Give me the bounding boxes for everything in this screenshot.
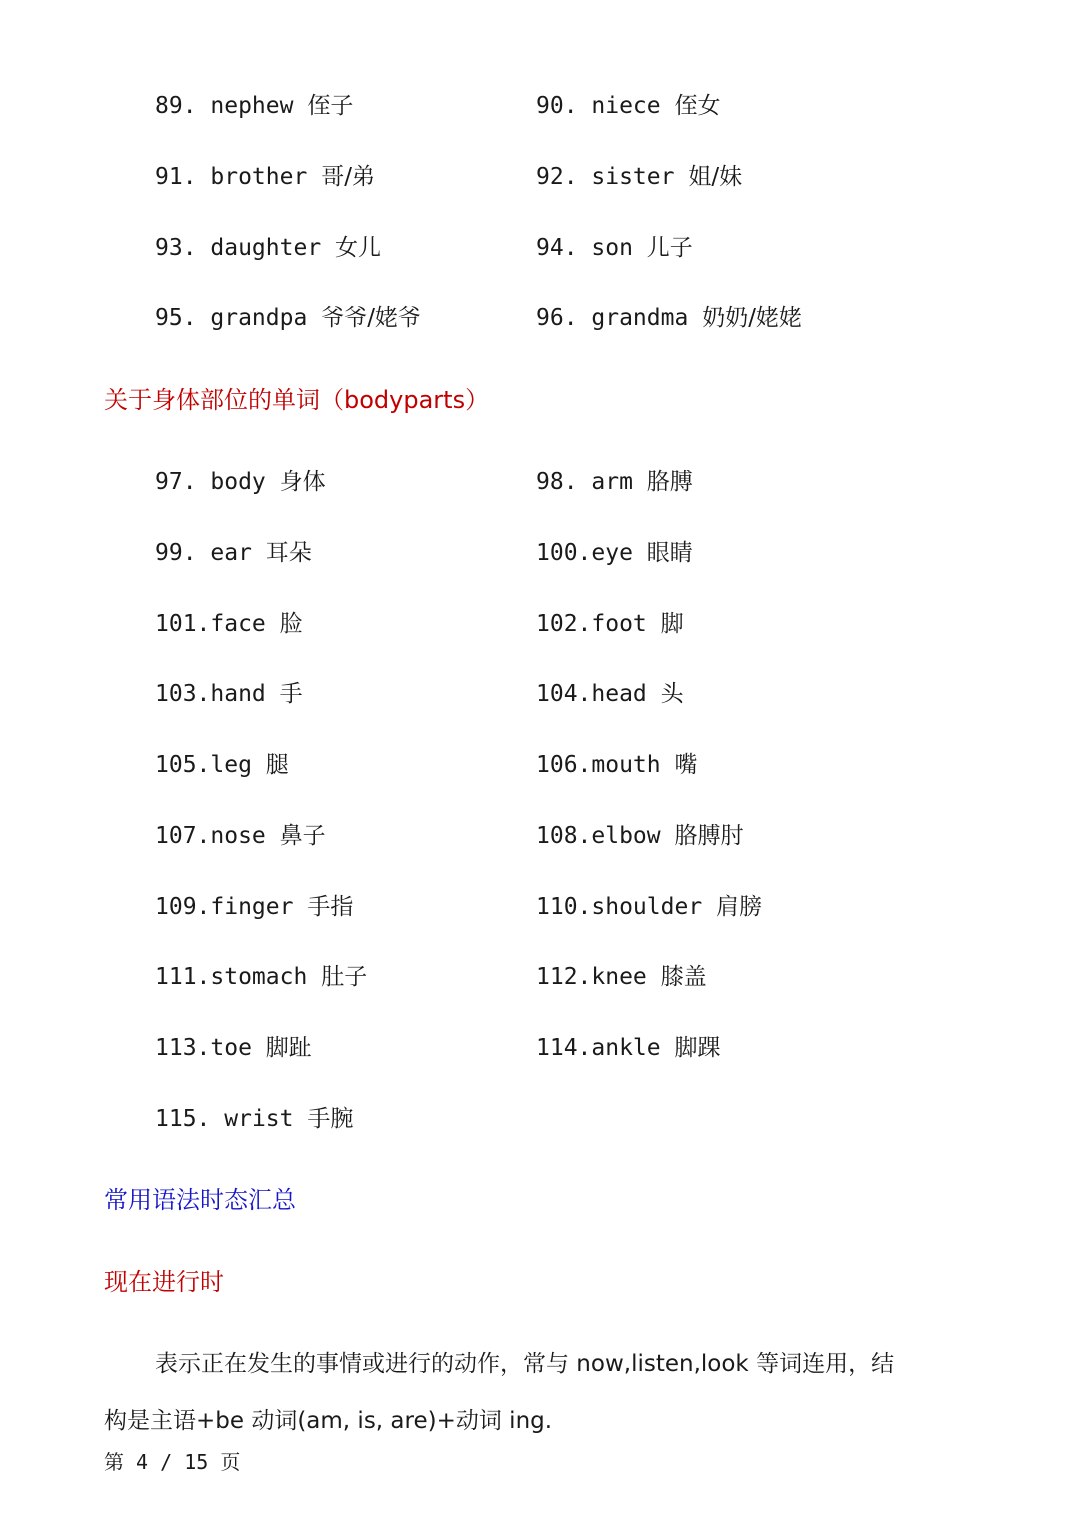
vocab-row (0, 887, 1080, 927)
item-number: 99. (155, 540, 211, 566)
chinese-meaning: 肩膀 (716, 894, 763, 920)
vocab-item (536, 887, 762, 927)
english-word: son (591, 235, 633, 261)
chinese-meaning: 肚子 (321, 964, 368, 990)
english-word: brother (210, 164, 308, 190)
english-word: elbow (591, 823, 661, 849)
item-number: 110. (536, 894, 592, 920)
vocab-item (155, 604, 303, 644)
section-heading-body-parts: 关于身体部位的单词（bodyparts） (104, 386, 490, 414)
item-number: 106. (536, 752, 592, 778)
vocab-row (0, 957, 1080, 997)
chinese-meaning: 胳膊 (646, 469, 693, 495)
chinese-meaning: 爷爷/姥爷 (321, 305, 421, 331)
vocab-item (155, 745, 289, 785)
english-word: nose (210, 823, 266, 849)
item-number: 100. (536, 540, 592, 566)
chinese-meaning: 手腕 (307, 1106, 354, 1132)
item-number: 109. (155, 894, 211, 920)
vocab-row (0, 604, 1080, 644)
vocab-item (536, 298, 802, 338)
vocab-item (536, 745, 698, 785)
chinese-meaning: 膝盖 (660, 964, 707, 990)
english-word: foot (591, 611, 647, 637)
chinese-meaning: 女儿 (335, 235, 382, 261)
vocab-item (536, 957, 707, 997)
chinese-meaning: 眼睛 (646, 540, 693, 566)
english-word: nephew (210, 93, 294, 119)
item-number: 104. (536, 681, 592, 707)
item-number: 108. (536, 823, 592, 849)
english-word: head (591, 681, 647, 707)
vocab-row (0, 462, 1080, 502)
item-number: 113. (155, 1035, 211, 1061)
item-number: 111. (155, 964, 211, 990)
vocab-item (155, 157, 375, 197)
item-number: 97. (155, 469, 211, 495)
item-number: 94. (536, 235, 592, 261)
vocab-item (536, 462, 693, 502)
item-number: 90. (536, 93, 592, 119)
chinese-meaning: 手指 (307, 894, 354, 920)
english-word: hand (210, 681, 266, 707)
vocab-row (0, 228, 1080, 268)
english-word: toe (210, 1035, 252, 1061)
vocab-item (536, 533, 693, 573)
chinese-meaning: 侄女 (674, 93, 721, 119)
chinese-meaning: 嘴 (674, 752, 698, 778)
english-word: wrist (224, 1106, 294, 1132)
vocab-item (155, 86, 353, 126)
chinese-meaning: 耳朵 (265, 540, 312, 566)
english-word: knee (591, 964, 647, 990)
item-number: 101. (155, 611, 211, 637)
vocab-item (155, 228, 381, 268)
vocab-item (155, 533, 312, 573)
english-word: grandma (591, 305, 689, 331)
paragraph-line-2: 构是主语+be 动词(am, is, are)+动词 ing. (104, 1408, 553, 1434)
english-word: daughter (210, 235, 322, 261)
item-number: 96. (536, 305, 592, 331)
item-number: 89. (155, 93, 211, 119)
english-word: leg (210, 752, 252, 778)
chinese-meaning: 奶奶/姥姥 (702, 305, 802, 331)
chinese-meaning: 胳膊肘 (674, 823, 744, 849)
vocab-item (536, 228, 693, 268)
chinese-meaning: 脚踝 (674, 1035, 721, 1061)
vocab-item (536, 1028, 721, 1068)
vocab-item (536, 86, 721, 126)
english-word: ear (210, 540, 252, 566)
english-word: grandpa (210, 305, 308, 331)
vocab-item (155, 887, 353, 927)
vocab-item (155, 298, 421, 338)
chinese-meaning: 侄子 (307, 93, 354, 119)
chinese-meaning: 鼻子 (279, 823, 326, 849)
english-word: arm (591, 469, 633, 495)
vocab-row (0, 157, 1080, 197)
item-number: 103. (155, 681, 211, 707)
vocab-item (155, 674, 303, 714)
vocab-row (0, 745, 1080, 785)
item-number: 112. (536, 964, 592, 990)
vocab-item (155, 1099, 353, 1139)
item-number: 114. (536, 1035, 592, 1061)
item-number: 98. (536, 469, 592, 495)
item-number: 91. (155, 164, 211, 190)
item-number: 93. (155, 235, 211, 261)
english-word: mouth (591, 752, 661, 778)
vocab-item (536, 816, 744, 856)
item-number: 107. (155, 823, 211, 849)
section-heading-grammar: 常用语法时态汇总 (104, 1186, 296, 1214)
english-word: stomach (210, 964, 308, 990)
chinese-meaning: 腿 (265, 752, 289, 778)
vocab-row (0, 86, 1080, 126)
vocab-item (155, 957, 367, 997)
vocab-item (536, 674, 684, 714)
item-number: 105. (155, 752, 211, 778)
item-number: 95. (155, 305, 211, 331)
vocab-row (0, 1099, 1080, 1139)
english-word: eye (591, 540, 633, 566)
english-word: ankle (591, 1035, 661, 1061)
vocab-row (0, 298, 1080, 338)
english-word: sister (591, 164, 675, 190)
vocab-item (155, 816, 326, 856)
chinese-meaning: 哥/弟 (321, 164, 375, 190)
chinese-meaning: 身体 (279, 469, 326, 495)
english-word: face (210, 611, 266, 637)
english-word: finger (210, 894, 294, 920)
item-number: 92. (536, 164, 592, 190)
english-word: body (210, 469, 266, 495)
english-word: shoulder (591, 894, 703, 920)
vocab-row (0, 816, 1080, 856)
vocab-item (155, 462, 326, 502)
chinese-meaning: 脸 (279, 611, 303, 637)
page-number-footer: 第 4 / 15 页 (104, 1450, 241, 1474)
paragraph-line-1: 表示正在发生的事情或进行的动作，常与 now,listen,look 等词连用，结 (155, 1351, 895, 1377)
chinese-meaning: 姐/妹 (688, 164, 743, 190)
chinese-meaning: 儿子 (646, 235, 693, 261)
chinese-meaning: 脚趾 (265, 1035, 312, 1061)
vocab-item (536, 604, 684, 644)
vocab-row (0, 533, 1080, 573)
item-number: 115. (155, 1106, 225, 1132)
vocab-row (0, 1028, 1080, 1068)
chinese-meaning: 头 (660, 681, 684, 707)
chinese-meaning: 手 (279, 681, 303, 707)
chinese-meaning: 脚 (660, 611, 684, 637)
section-heading-tense: 现在进行时 (104, 1268, 224, 1296)
english-word: niece (591, 93, 661, 119)
vocab-item (155, 1028, 312, 1068)
vocab-row (0, 674, 1080, 714)
vocab-item (536, 157, 742, 197)
item-number: 102. (536, 611, 592, 637)
